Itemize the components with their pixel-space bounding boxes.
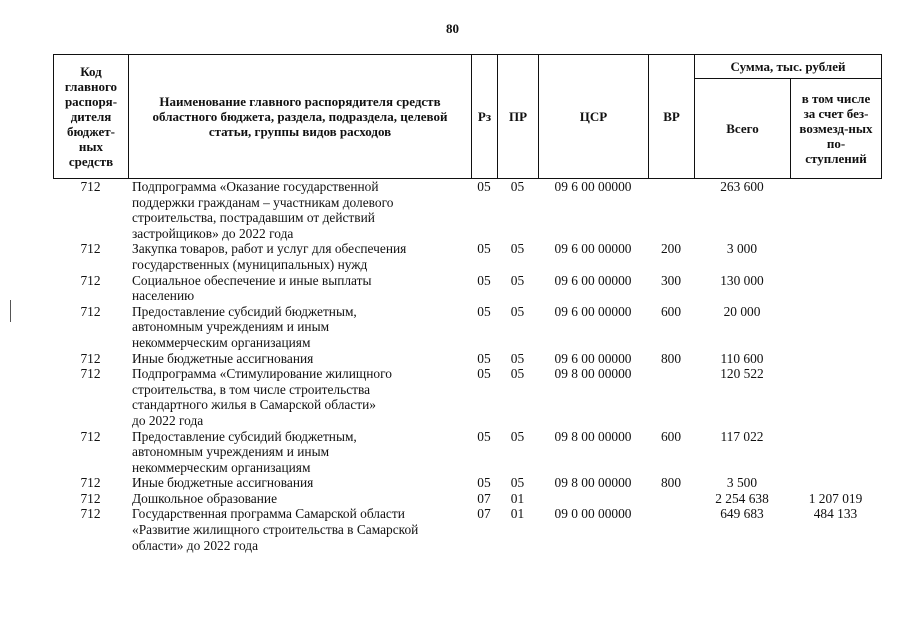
cell-incl [790,273,881,304]
cell-incl [790,179,881,241]
header-amount: Сумма, тыс. рублей [695,55,882,79]
cell-incl: 1 207 019 [808,490,863,506]
header-csr: ЦСР [539,55,649,179]
cell-rz: 05 [477,475,491,491]
cell-incl [790,475,881,491]
header-vr: ВР [649,55,695,179]
cell-pr: 05 [510,366,525,382]
cell-name [128,304,471,351]
cell-rz: 05 [477,303,491,319]
header-pr: ПР [498,55,539,179]
name-line: Иные бюджетные ассигнования [132,350,314,366]
name-line: строительства, в том числе строительства [132,381,371,397]
cell-csr [538,491,648,507]
cell-pr: 05 [510,475,525,491]
table-row [53,506,881,553]
name-line: строительства, пострадавшим от действий [132,210,375,226]
cell-total: 263 600 [720,179,764,194]
cell-total: 20 000 [723,303,761,319]
cell-rz: 05 [477,241,491,257]
cell-name [128,179,471,241]
cell-total: 110 600 [720,350,764,366]
cell-pr: 05 [510,303,525,319]
cell-csr: 09 8 00 00000 [554,475,632,491]
cell-csr: 09 6 00 00000 [554,350,632,366]
cell-total: 130 000 [720,272,764,288]
name-line: Подпрограмма «Оказание государственной [132,179,379,194]
name-line: Государственная программа Самарской области [132,506,405,522]
cell-rz: 05 [477,428,491,444]
cell-vr: 800 [660,475,682,491]
cell-vr [648,491,694,507]
cell-vr [648,506,694,553]
header-code: Код главного распоря-дителя бюджет-ных средств [54,55,129,179]
cell-vr [648,366,694,428]
cell-incl [790,304,881,351]
cell-total: 3 000 [726,241,758,257]
cell-code: 712 [80,366,101,382]
cell-code: 712 [80,428,101,444]
cell-code: 712 [80,241,101,257]
cell-vr: 600 [660,303,682,319]
cell-code: 712 [80,272,101,288]
cell-name [128,475,471,491]
cell-incl [790,429,881,476]
table-row [53,475,881,491]
name-line: некоммерческим организациям [132,334,311,350]
cell-rz: 05 [477,366,491,382]
cell-code: 712 [80,179,101,194]
cell-total: 117 022 [720,428,764,444]
cell-csr: 09 8 00 00000 [554,366,632,382]
cell-rz: 07 [477,506,491,522]
header-rz: Рз [472,55,498,179]
name-line: населению [132,288,195,304]
cell-incl [790,366,881,428]
cell-vr [648,179,694,241]
table-row [53,304,881,351]
cell-name [128,351,471,367]
name-line: автономным учреждениям и иным [132,319,330,335]
cell-csr: 09 6 00 00000 [554,241,632,257]
cell-csr: 09 6 00 00000 [554,272,632,288]
cell-code: 712 [80,303,101,319]
cell-code: 712 [80,475,101,491]
cell-total: 2 254 638 [715,490,769,506]
table-row [53,351,881,367]
table-row [53,179,881,241]
cell-csr: 09 6 00 00000 [554,179,632,194]
name-line: Предоставление субсидий бюджетным, [132,303,357,319]
page-number: 80 [446,21,459,36]
table-row [53,366,881,428]
cell-pr: 05 [510,241,525,257]
cell-pr: 05 [510,272,525,288]
table-row [53,241,881,272]
header-incl: в том числе за счет без-возмезд-ных по-ступлений [791,79,882,179]
name-line: стандартного жилья в Самарской области» [132,397,376,413]
cell-incl [790,241,881,272]
cell-rz: 07 [477,490,491,506]
cell-code: 712 [80,490,101,506]
name-line: области» до 2022 года [132,537,259,553]
cell-name [128,491,471,507]
cell-code: 712 [80,350,101,366]
cell-total: 3 500 [726,475,758,491]
cell-pr: 05 [510,179,525,194]
cell-name [128,506,471,553]
name-line: Социальное обеспечение и иные выплаты [132,272,372,288]
name-line: поддержки гражданам – участникам долевого [132,194,394,210]
cell-name [128,241,471,272]
table-header [53,54,882,179]
cell-pr: 05 [510,350,525,366]
header-total: Всего [695,79,791,179]
name-line: автономным учреждениям и иным [132,444,330,460]
name-line: Закупка товаров, работ и услуг для обеспечения [132,241,407,257]
cell-csr: 09 0 00 00000 [554,506,632,522]
cell-name [128,429,471,476]
cell-name [128,273,471,304]
cell-csr: 09 6 00 00000 [554,303,632,319]
name-line: государственных (муниципальных) нужд [132,256,368,272]
cell-vr: 600 [660,428,682,444]
cell-pr: 05 [510,428,525,444]
name-line: Иные бюджетные ассигнования [132,475,314,491]
table-row [53,429,881,476]
cell-csr: 09 8 00 00000 [554,428,632,444]
cell-total: 649 683 [720,506,764,522]
cell-incl: 484 133 [813,506,858,522]
name-line: застройщиков» до 2022 года [132,225,294,241]
cell-vr: 200 [660,241,682,257]
name-line: «Развитие жилищного строительства в Самарской [132,522,419,538]
table-row [53,491,881,507]
cell-pr: 01 [510,490,525,506]
scan-mark [10,300,11,322]
cell-rz: 05 [477,350,491,366]
name-line: некоммерческим организациям [132,459,311,475]
cell-code: 712 [80,506,101,522]
cell-incl [790,351,881,367]
name-line: до 2022 года [132,412,204,428]
cell-rz: 05 [477,272,491,288]
cell-pr: 01 [510,506,525,522]
header-name: Наименование главного распорядителя средств областного бюджета, раздела, подраздела, целевой статьи, группы видов расходов [129,55,472,179]
cell-name [128,366,471,428]
cell-vr: 300 [660,272,682,288]
cell-total: 120 522 [720,366,764,382]
table-row [53,273,881,304]
name-line: Предоставление субсидий бюджетным, [132,428,357,444]
name-line: Дошкольное образование [132,490,278,506]
name-line: Подпрограмма «Стимулирование жилищного [132,366,392,382]
cell-rz: 05 [477,179,491,194]
cell-vr: 800 [660,350,682,366]
table-body [53,179,881,553]
